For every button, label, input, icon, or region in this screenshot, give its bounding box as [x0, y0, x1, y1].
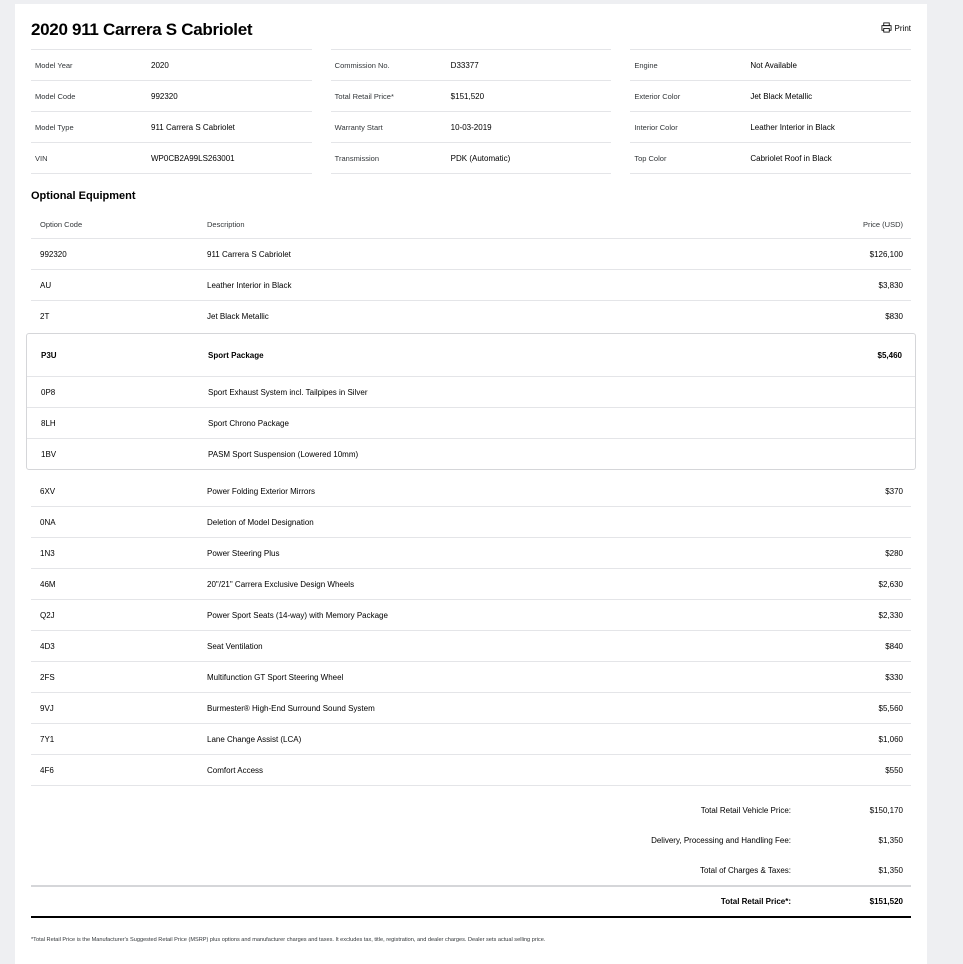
spec-label: VIN — [35, 153, 48, 163]
option-description: Jet Black Metallic — [207, 311, 269, 321]
spec-value: Jet Black Metallic — [750, 91, 813, 101]
spec-value: 911 Carrera S Cabriolet — [151, 122, 235, 132]
spec-row — [331, 142, 612, 174]
spec-label: Top Color — [634, 153, 667, 163]
printer-icon — [881, 22, 892, 35]
spec-value: 2020 — [151, 60, 169, 70]
table-row — [31, 301, 911, 331]
option-description: Lane Change Assist (LCA) — [207, 734, 302, 744]
spec-value: $151,520 — [450, 91, 485, 101]
option-description: Sport Package — [208, 350, 264, 360]
table-row — [31, 507, 911, 538]
spec-row — [331, 49, 612, 80]
package-row — [27, 334, 915, 377]
option-description: Sport Chrono Package — [208, 418, 289, 428]
spec-label: Total Retail Price* — [334, 91, 394, 101]
option-code: 2T — [40, 311, 50, 321]
option-code: 4D3 — [40, 641, 55, 651]
package-item-row — [27, 377, 915, 408]
delivery-fee-row — [31, 825, 911, 855]
specs-column — [331, 49, 612, 174]
spec-row — [630, 49, 911, 80]
spec-label: Model Year — [35, 60, 73, 70]
option-code: 1N3 — [40, 548, 55, 558]
option-description: 911 Carrera S Cabriolet — [207, 249, 291, 259]
option-price: $3,830 — [878, 280, 903, 290]
total-value: $1,350 — [878, 865, 903, 875]
table-row — [31, 755, 911, 786]
optional-equipment-title: Optional Equipment — [31, 190, 136, 202]
total-value: $1,350 — [878, 835, 903, 845]
msrp-footnote: *Total Retail Price is the Manufacturer's Suggested Retail Price (MSRP) plus options and manufacturer charges and taxes. It excludes tax, title, registration, and dealer charges. Dealer sets actual selling price. — [31, 937, 546, 943]
total-retail-price-row — [31, 885, 911, 918]
table-header — [31, 210, 911, 239]
option-description: 20"/21" Carrera Exclusive Design Wheels — [207, 579, 355, 589]
option-code: 992320 — [40, 249, 67, 259]
table-row — [31, 724, 911, 755]
option-code: 9VJ — [40, 703, 54, 713]
spec-value: WP0CB2A99LS263001 — [151, 153, 235, 163]
spec-value: 992320 — [151, 91, 178, 101]
spec-row — [331, 80, 612, 111]
option-price: $5,460 — [877, 350, 902, 360]
spec-row — [31, 142, 312, 174]
header-description: Description — [207, 219, 245, 229]
option-description: Seat Ventilation — [207, 641, 263, 651]
option-description: Burmester® High-End Surround Sound System — [207, 703, 375, 713]
option-price: $126,100 — [869, 249, 903, 259]
option-code: 7Y1 — [40, 734, 55, 744]
vehicle-specs — [31, 49, 911, 174]
option-description: Multifunction GT Sport Steering Wheel — [207, 672, 344, 682]
header-option-code: Option Code — [40, 219, 83, 229]
option-price: $2,330 — [878, 610, 903, 620]
spec-row — [630, 111, 911, 142]
page-title: 2020 911 Carrera S Cabriolet — [31, 20, 253, 39]
option-description: Comfort Access — [207, 765, 264, 775]
spec-value: Cabriolet Roof in Black — [750, 153, 832, 163]
spec-label: Commission No. — [334, 60, 390, 70]
option-description: Power Sport Seats (14-way) with Memory Package — [207, 610, 388, 620]
option-price: $280 — [885, 548, 903, 558]
total-label: Total Retail Price*: — [720, 897, 791, 906]
option-code: 2FS — [40, 672, 55, 682]
specs-column — [630, 49, 911, 174]
option-price: $840 — [885, 641, 903, 651]
option-price: $370 — [885, 486, 903, 496]
option-code: 4F6 — [40, 765, 54, 775]
table-row — [31, 538, 911, 569]
charges-taxes-row — [31, 855, 911, 885]
optional-equipment-table — [31, 210, 911, 786]
spec-row — [630, 80, 911, 111]
option-code: 8LH — [41, 418, 56, 428]
total-label: Total Retail Vehicle Price: — [700, 805, 791, 815]
spec-label: Engine — [634, 60, 658, 70]
option-price: $830 — [885, 311, 903, 321]
option-description: PASM Sport Suspension (Lowered 10mm) — [208, 449, 359, 459]
table-row — [31, 631, 911, 662]
spec-row — [31, 80, 312, 111]
spec-row — [331, 111, 612, 142]
spec-label: Interior Color — [634, 122, 678, 132]
total-value: $150,170 — [869, 805, 903, 815]
table-row — [31, 239, 911, 270]
print-label: Print — [894, 24, 911, 33]
option-code: 1BV — [41, 449, 57, 459]
option-code: P3U — [41, 350, 57, 360]
option-price: $2,630 — [878, 579, 903, 589]
spec-row — [31, 49, 312, 80]
table-row — [31, 693, 911, 724]
spec-value: 10-03-2019 — [450, 122, 492, 132]
option-code: 0NA — [40, 517, 56, 527]
option-code: 0P8 — [41, 387, 56, 397]
option-price: $5,560 — [878, 703, 903, 713]
table-row — [31, 270, 911, 301]
table-row — [31, 662, 911, 693]
option-description: Leather Interior in Black — [207, 280, 292, 290]
spec-label: Warranty Start — [334, 122, 383, 132]
spec-label: Exterior Color — [634, 91, 681, 101]
vehicle-details-card — [15, 4, 927, 964]
spec-row — [630, 142, 911, 174]
option-description: Deletion of Model Designation — [207, 517, 314, 527]
spec-row — [31, 111, 312, 142]
total-value: $151,520 — [869, 897, 903, 906]
option-price: $330 — [885, 672, 903, 682]
table-row — [31, 569, 911, 600]
option-code: 46M — [40, 579, 56, 589]
option-description: Power Steering Plus — [207, 548, 280, 558]
spec-value: PDK (Automatic) — [450, 153, 511, 163]
print-button[interactable] — [881, 22, 911, 35]
option-code: Q2J — [40, 610, 55, 620]
spec-label: Model Type — [35, 122, 74, 132]
option-description: Sport Exhaust System incl. Tailpipes in Silver — [208, 387, 368, 397]
header-price: Price (USD) — [862, 219, 903, 229]
package-item-row — [27, 439, 915, 469]
option-code: AU — [40, 280, 52, 290]
option-price: $1,060 — [878, 734, 903, 744]
table-row — [31, 476, 911, 507]
spec-value: D33377 — [450, 60, 479, 70]
specs-column — [31, 49, 312, 174]
spec-value: Leather Interior in Black — [750, 122, 835, 132]
total-vehicle-row — [31, 795, 911, 825]
spec-label: Transmission — [334, 153, 379, 163]
table-row — [31, 600, 911, 631]
package-item-row — [27, 408, 915, 439]
spec-label: Model Code — [35, 91, 76, 101]
option-description: Power Folding Exterior Mirrors — [207, 486, 316, 496]
total-label: Total of Charges & Taxes: — [699, 865, 791, 875]
option-price: $550 — [885, 765, 903, 775]
option-code: 6XV — [40, 486, 56, 496]
spec-value: Not Available — [750, 60, 797, 70]
sport-package-group — [26, 333, 916, 470]
price-totals — [31, 795, 911, 918]
total-label: Delivery, Processing and Handling Fee: — [651, 835, 791, 845]
